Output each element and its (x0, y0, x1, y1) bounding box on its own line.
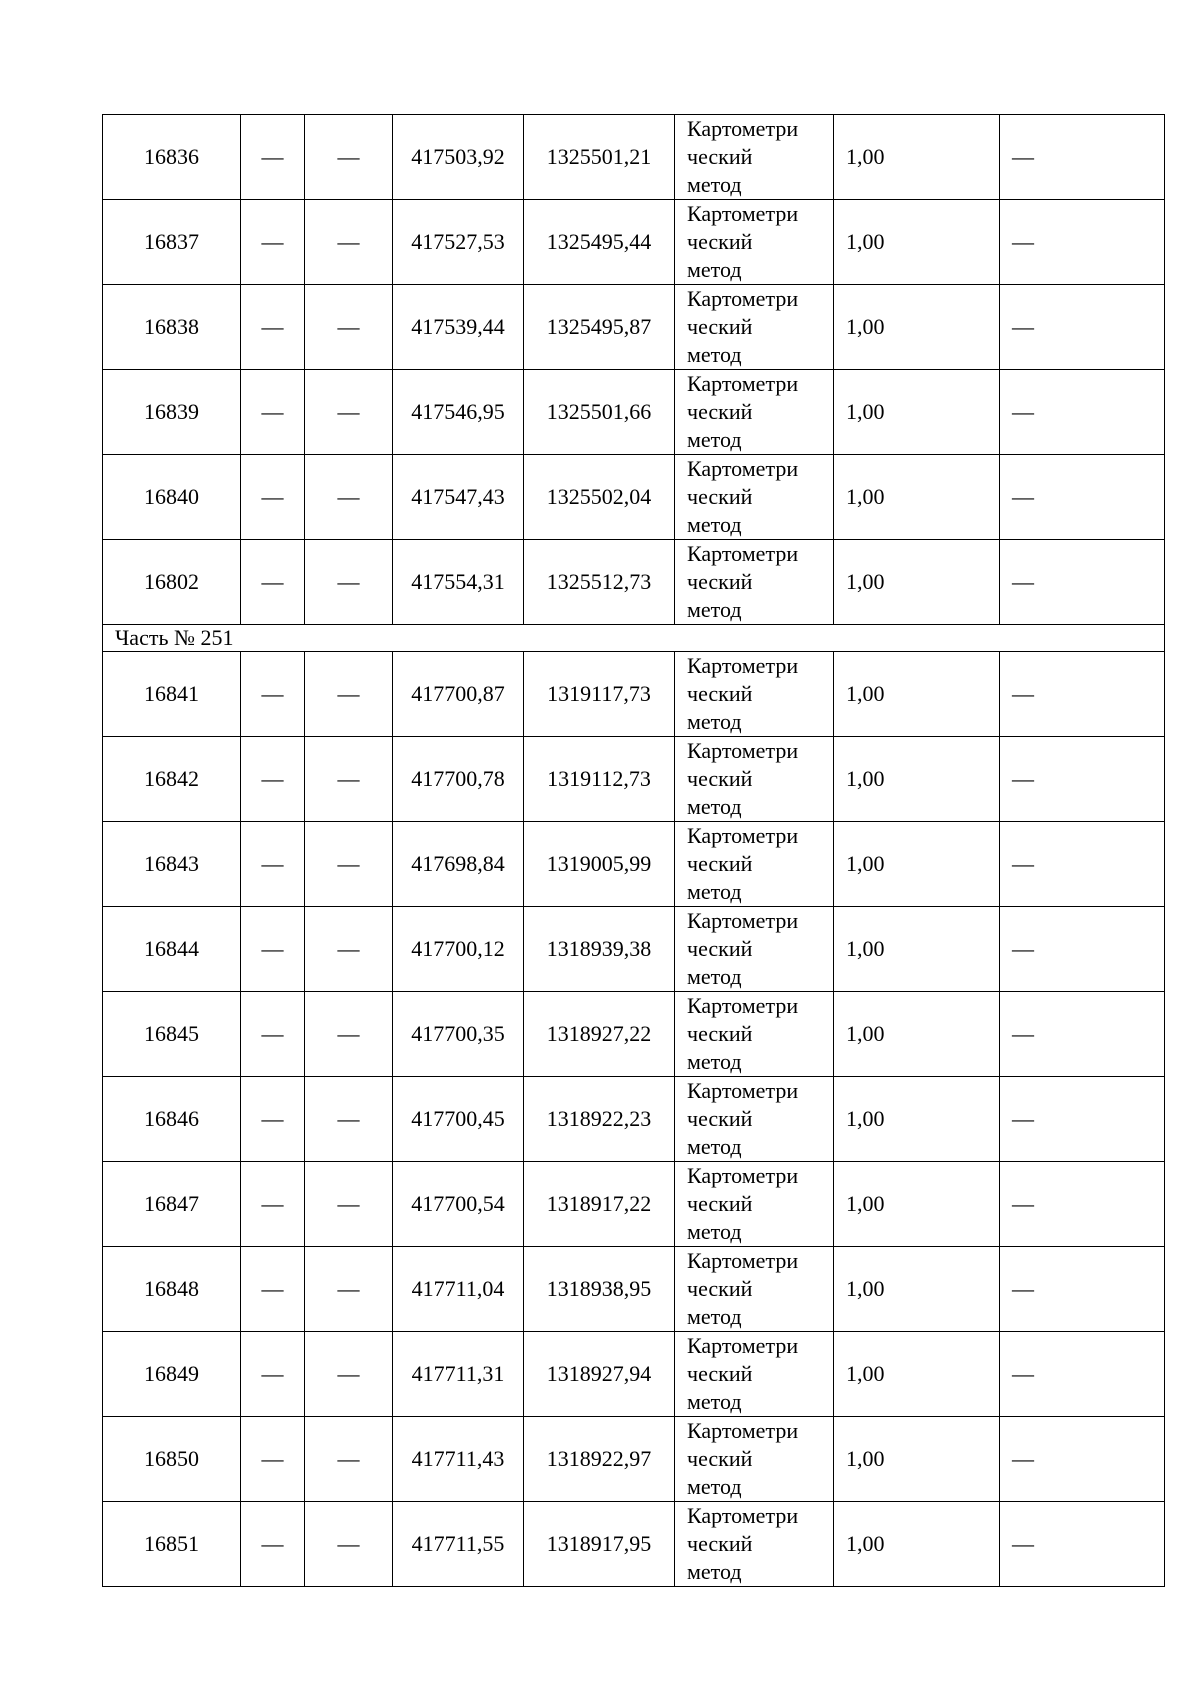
method-cell: Картометри ческий метод (675, 822, 834, 907)
point-number-cell: 16849 (103, 1332, 241, 1417)
empty-value-cell: — (241, 200, 305, 285)
x-coordinate-cell: 417700,45 (393, 1077, 524, 1162)
empty-value-cell: — (1000, 1502, 1165, 1587)
table-row (103, 1502, 1165, 1587)
y-coordinate-cell: 1318922,23 (524, 1077, 675, 1162)
accuracy-cell: 1,00 (834, 285, 1000, 370)
y-coordinate-cell: 1319005,99 (524, 822, 675, 907)
empty-value-cell: — (305, 1077, 393, 1162)
x-coordinate-cell: 417711,04 (393, 1247, 524, 1332)
method-cell: Картометри ческий метод (675, 737, 834, 822)
empty-value-cell: — (305, 907, 393, 992)
section-header-row (103, 625, 1165, 652)
table-row (103, 285, 1165, 370)
accuracy-cell: 1,00 (834, 1332, 1000, 1417)
accuracy-cell: 1,00 (834, 652, 1000, 737)
empty-value-cell: — (241, 992, 305, 1077)
empty-value-cell: — (241, 1247, 305, 1332)
empty-value-cell: — (1000, 115, 1165, 200)
y-coordinate-cell: 1325512,73 (524, 540, 675, 625)
accuracy-cell: 1,00 (834, 455, 1000, 540)
method-cell: Картометри ческий метод (675, 1417, 834, 1502)
accuracy-cell: 1,00 (834, 1502, 1000, 1587)
empty-value-cell: — (1000, 200, 1165, 285)
y-coordinate-cell: 1318917,95 (524, 1502, 675, 1587)
empty-value-cell: — (1000, 455, 1165, 540)
empty-value-cell: — (1000, 1417, 1165, 1502)
table-row (103, 737, 1165, 822)
empty-value-cell: — (241, 737, 305, 822)
point-number-cell: 16841 (103, 652, 241, 737)
empty-value-cell: — (1000, 822, 1165, 907)
empty-value-cell: — (241, 652, 305, 737)
empty-value-cell: — (241, 455, 305, 540)
y-coordinate-cell: 1325495,44 (524, 200, 675, 285)
point-number-cell: 16850 (103, 1417, 241, 1502)
empty-value-cell: — (305, 115, 393, 200)
y-coordinate-cell: 1318922,97 (524, 1417, 675, 1502)
empty-value-cell: — (1000, 737, 1165, 822)
empty-value-cell: — (305, 370, 393, 455)
y-coordinate-cell: 1318927,94 (524, 1332, 675, 1417)
point-number-cell: 16839 (103, 370, 241, 455)
empty-value-cell: — (305, 737, 393, 822)
method-cell: Картометри ческий метод (675, 992, 834, 1077)
point-number-cell: 16848 (103, 1247, 241, 1332)
accuracy-cell: 1,00 (834, 540, 1000, 625)
empty-value-cell: — (305, 1502, 393, 1587)
coordinates-table (102, 114, 1165, 1587)
point-number-cell: 16836 (103, 115, 241, 200)
x-coordinate-cell: 417711,31 (393, 1332, 524, 1417)
method-cell: Картометри ческий метод (675, 455, 834, 540)
table-row (103, 540, 1165, 625)
empty-value-cell: — (305, 992, 393, 1077)
table-row (103, 115, 1165, 200)
empty-value-cell: — (305, 200, 393, 285)
y-coordinate-cell: 1325501,66 (524, 370, 675, 455)
x-coordinate-cell: 417698,84 (393, 822, 524, 907)
x-coordinate-cell: 417700,54 (393, 1162, 524, 1247)
y-coordinate-cell: 1325501,21 (524, 115, 675, 200)
table-row (103, 370, 1165, 455)
empty-value-cell: — (1000, 285, 1165, 370)
empty-value-cell: — (241, 1162, 305, 1247)
x-coordinate-cell: 417711,55 (393, 1502, 524, 1587)
empty-value-cell: — (241, 540, 305, 625)
x-coordinate-cell: 417527,53 (393, 200, 524, 285)
accuracy-cell: 1,00 (834, 1162, 1000, 1247)
section-label: Часть № 251 (103, 625, 1165, 652)
empty-value-cell: — (241, 1077, 305, 1162)
empty-value-cell: — (241, 1417, 305, 1502)
x-coordinate-cell: 417700,35 (393, 992, 524, 1077)
method-cell: Картометри ческий метод (675, 907, 834, 992)
point-number-cell: 16847 (103, 1162, 241, 1247)
method-cell: Картометри ческий метод (675, 1502, 834, 1587)
accuracy-cell: 1,00 (834, 1077, 1000, 1162)
empty-value-cell: — (241, 285, 305, 370)
point-number-cell: 16838 (103, 285, 241, 370)
accuracy-cell: 1,00 (834, 907, 1000, 992)
y-coordinate-cell: 1319112,73 (524, 737, 675, 822)
accuracy-cell: 1,00 (834, 1417, 1000, 1502)
method-cell: Картометри ческий метод (675, 652, 834, 737)
point-number-cell: 16802 (103, 540, 241, 625)
x-coordinate-cell: 417547,43 (393, 455, 524, 540)
x-coordinate-cell: 417700,78 (393, 737, 524, 822)
empty-value-cell: — (1000, 1077, 1165, 1162)
y-coordinate-cell: 1318938,95 (524, 1247, 675, 1332)
empty-value-cell: — (1000, 370, 1165, 455)
point-number-cell: 16837 (103, 200, 241, 285)
point-number-cell: 16840 (103, 455, 241, 540)
empty-value-cell: — (305, 822, 393, 907)
empty-value-cell: — (1000, 1247, 1165, 1332)
point-number-cell: 16851 (103, 1502, 241, 1587)
point-number-cell: 16842 (103, 737, 241, 822)
empty-value-cell: — (305, 1162, 393, 1247)
empty-value-cell: — (305, 540, 393, 625)
empty-value-cell: — (1000, 992, 1165, 1077)
accuracy-cell: 1,00 (834, 737, 1000, 822)
y-coordinate-cell: 1325495,87 (524, 285, 675, 370)
x-coordinate-cell: 417546,95 (393, 370, 524, 455)
method-cell: Картометри ческий метод (675, 1332, 834, 1417)
accuracy-cell: 1,00 (834, 115, 1000, 200)
table-row (103, 200, 1165, 285)
method-cell: Картометри ческий метод (675, 1077, 834, 1162)
empty-value-cell: — (305, 652, 393, 737)
y-coordinate-cell: 1318927,22 (524, 992, 675, 1077)
method-cell: Картометри ческий метод (675, 370, 834, 455)
table-row (103, 652, 1165, 737)
table-row (103, 822, 1165, 907)
x-coordinate-cell: 417700,87 (393, 652, 524, 737)
table-row (103, 1247, 1165, 1332)
empty-value-cell: — (1000, 1332, 1165, 1417)
table-row (103, 455, 1165, 540)
empty-value-cell: — (1000, 907, 1165, 992)
x-coordinate-cell: 417503,92 (393, 115, 524, 200)
accuracy-cell: 1,00 (834, 822, 1000, 907)
method-cell: Картометри ческий метод (675, 1247, 834, 1332)
empty-value-cell: — (241, 822, 305, 907)
x-coordinate-cell: 417539,44 (393, 285, 524, 370)
method-cell: Картометри ческий метод (675, 200, 834, 285)
table-row (103, 1417, 1165, 1502)
empty-value-cell: — (305, 455, 393, 540)
empty-value-cell: — (241, 907, 305, 992)
table-body (103, 115, 1165, 1587)
point-number-cell: 16845 (103, 992, 241, 1077)
accuracy-cell: 1,00 (834, 1247, 1000, 1332)
empty-value-cell: — (1000, 540, 1165, 625)
table-row (103, 992, 1165, 1077)
empty-value-cell: — (241, 1502, 305, 1587)
point-number-cell: 16843 (103, 822, 241, 907)
table-row (103, 907, 1165, 992)
empty-value-cell: — (1000, 1162, 1165, 1247)
y-coordinate-cell: 1325502,04 (524, 455, 675, 540)
method-cell: Картометри ческий метод (675, 540, 834, 625)
method-cell: Картометри ческий метод (675, 285, 834, 370)
point-number-cell: 16846 (103, 1077, 241, 1162)
y-coordinate-cell: 1319117,73 (524, 652, 675, 737)
x-coordinate-cell: 417700,12 (393, 907, 524, 992)
table-row (103, 1077, 1165, 1162)
accuracy-cell: 1,00 (834, 370, 1000, 455)
x-coordinate-cell: 417711,43 (393, 1417, 524, 1502)
table-row (103, 1162, 1165, 1247)
accuracy-cell: 1,00 (834, 200, 1000, 285)
x-coordinate-cell: 417554,31 (393, 540, 524, 625)
empty-value-cell: — (241, 115, 305, 200)
point-number-cell: 16844 (103, 907, 241, 992)
y-coordinate-cell: 1318939,38 (524, 907, 675, 992)
method-cell: Картометри ческий метод (675, 115, 834, 200)
table-row (103, 1332, 1165, 1417)
method-cell: Картометри ческий метод (675, 1162, 834, 1247)
empty-value-cell: — (1000, 652, 1165, 737)
empty-value-cell: — (241, 1332, 305, 1417)
accuracy-cell: 1,00 (834, 992, 1000, 1077)
empty-value-cell: — (305, 1417, 393, 1502)
empty-value-cell: — (305, 1332, 393, 1417)
empty-value-cell: — (241, 370, 305, 455)
empty-value-cell: — (305, 285, 393, 370)
y-coordinate-cell: 1318917,22 (524, 1162, 675, 1247)
empty-value-cell: — (305, 1247, 393, 1332)
